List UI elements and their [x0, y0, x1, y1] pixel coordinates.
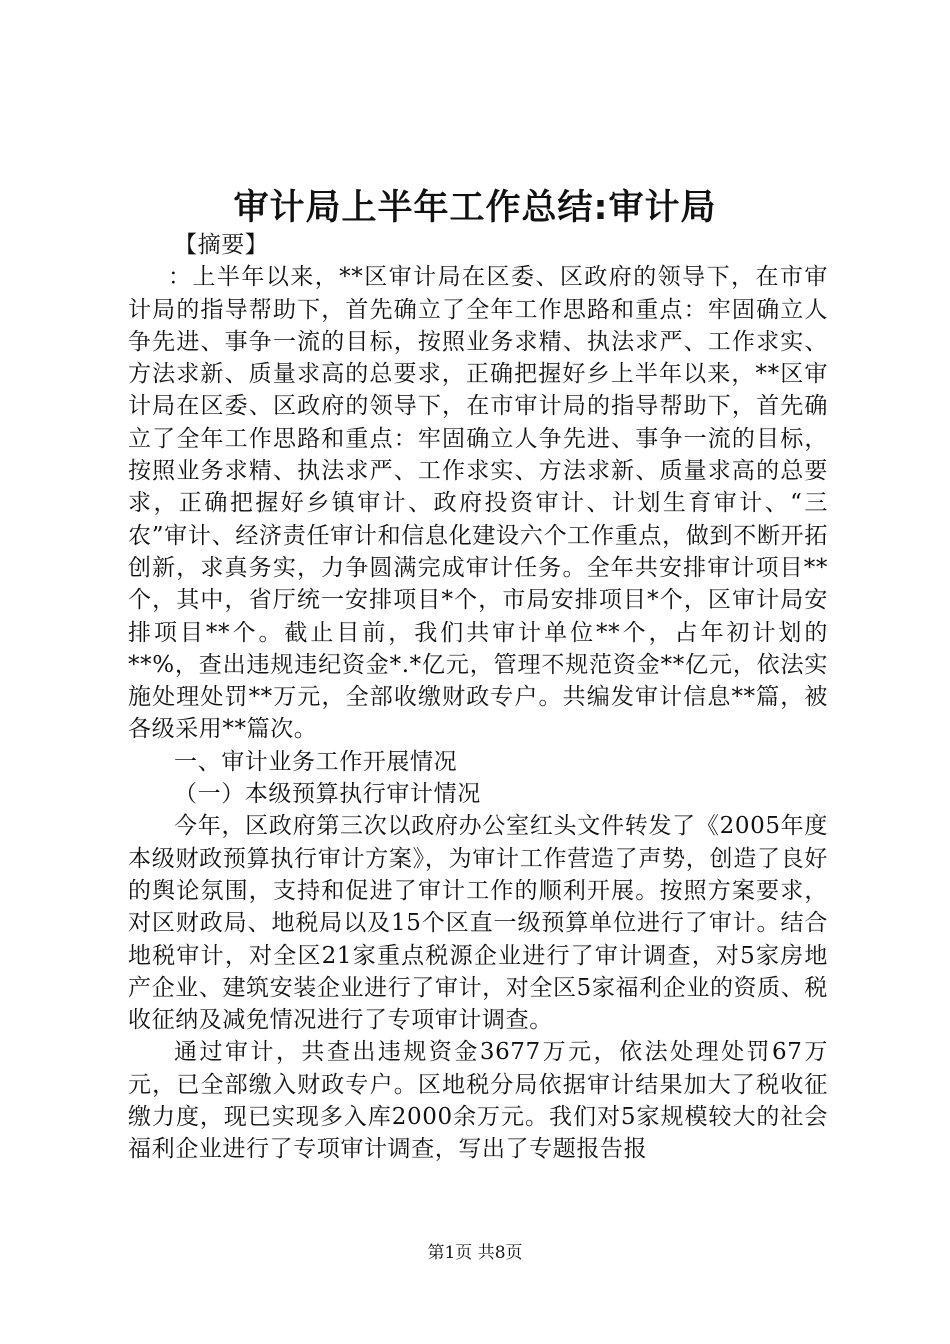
page-footer: 第1页 共8页 — [427, 1243, 523, 1263]
abstract-paragraph: ：上半年以来，**区审计局在区委、区政府的领导下，在市审计局的指导帮助下，首先确立了全年工作思路和重点：牢固确立人争先进、事争一流的目标，按照业务求精、执法求严、工作求实、方法求新、质量求高的总要求，正确把握好乡上半年以来，**区审计局在区委、区政府的领导下，在市审计局的指导帮助下，首先确立了全年工作思路和重点：牢固确立人争先进、事争一流的目标，按照业务求精、执法求严、工作求实、方法求新、质量求高的总要求，正确把握好乡镇审计、政府投资审计、计划生育审计、“三农”审计、经济责任审计和信息化建设六个工作重点，做到不断开拓创新，求真务实，力争圆满完成审计任务。全年共安排审计项目**个，其中，省厅统一安排项目*个，市局安排项目*个，区审计局安排项目**个。截止目前，我们共审计单位**个，占年初计划的**%，查出违规违纪资金*.*亿元，管理不规范资金**亿元，依法实施处理处罚**万元，全部收缴财政专户。共编发审计信息**篇，被各级采用**篇次。 — [128, 264, 828, 743]
document-title: 审计局上半年工作总结:审计局 — [233, 188, 717, 228]
subsection-heading-1: （一）本级预算执行审计情况 — [174, 781, 481, 808]
section-heading-1: 一、审计业务工作开展情况 — [174, 748, 458, 775]
body-paragraph: 今年，区政府第三次以政府办公室红头文件转发了《2005年度本级财政预算执行审计方案》，为审计工作营造了声势，创造了良好的舆论氛围，支持和促进了审计工作的顺利开展。按照方案要求，对区财政局、地税局以及15个区直一级预算单位进行了审计。结合地税审计，对全区21家重点税源企业进行了审计调查，对5家房地产企业、建筑安装企业进行了审计，对全区5家福利企业的资质、税收征纳及减免情况进行了专项审计调查。 — [128, 813, 828, 1034]
document-body — [128, 229, 828, 1166]
abstract-heading: 【摘要】 — [174, 232, 269, 258]
body-paragraph: 通过审计，共查出违规资金3677万元，依法处理处罚67万元，已全部缴入财政专户。区地税分局依据审计结果加大了税收征缴力度，现已实现多入库2000余万元。我们对5家规模较大的社会福利企业进行了专项审计调查，写出了专题报告报 — [128, 1039, 828, 1163]
